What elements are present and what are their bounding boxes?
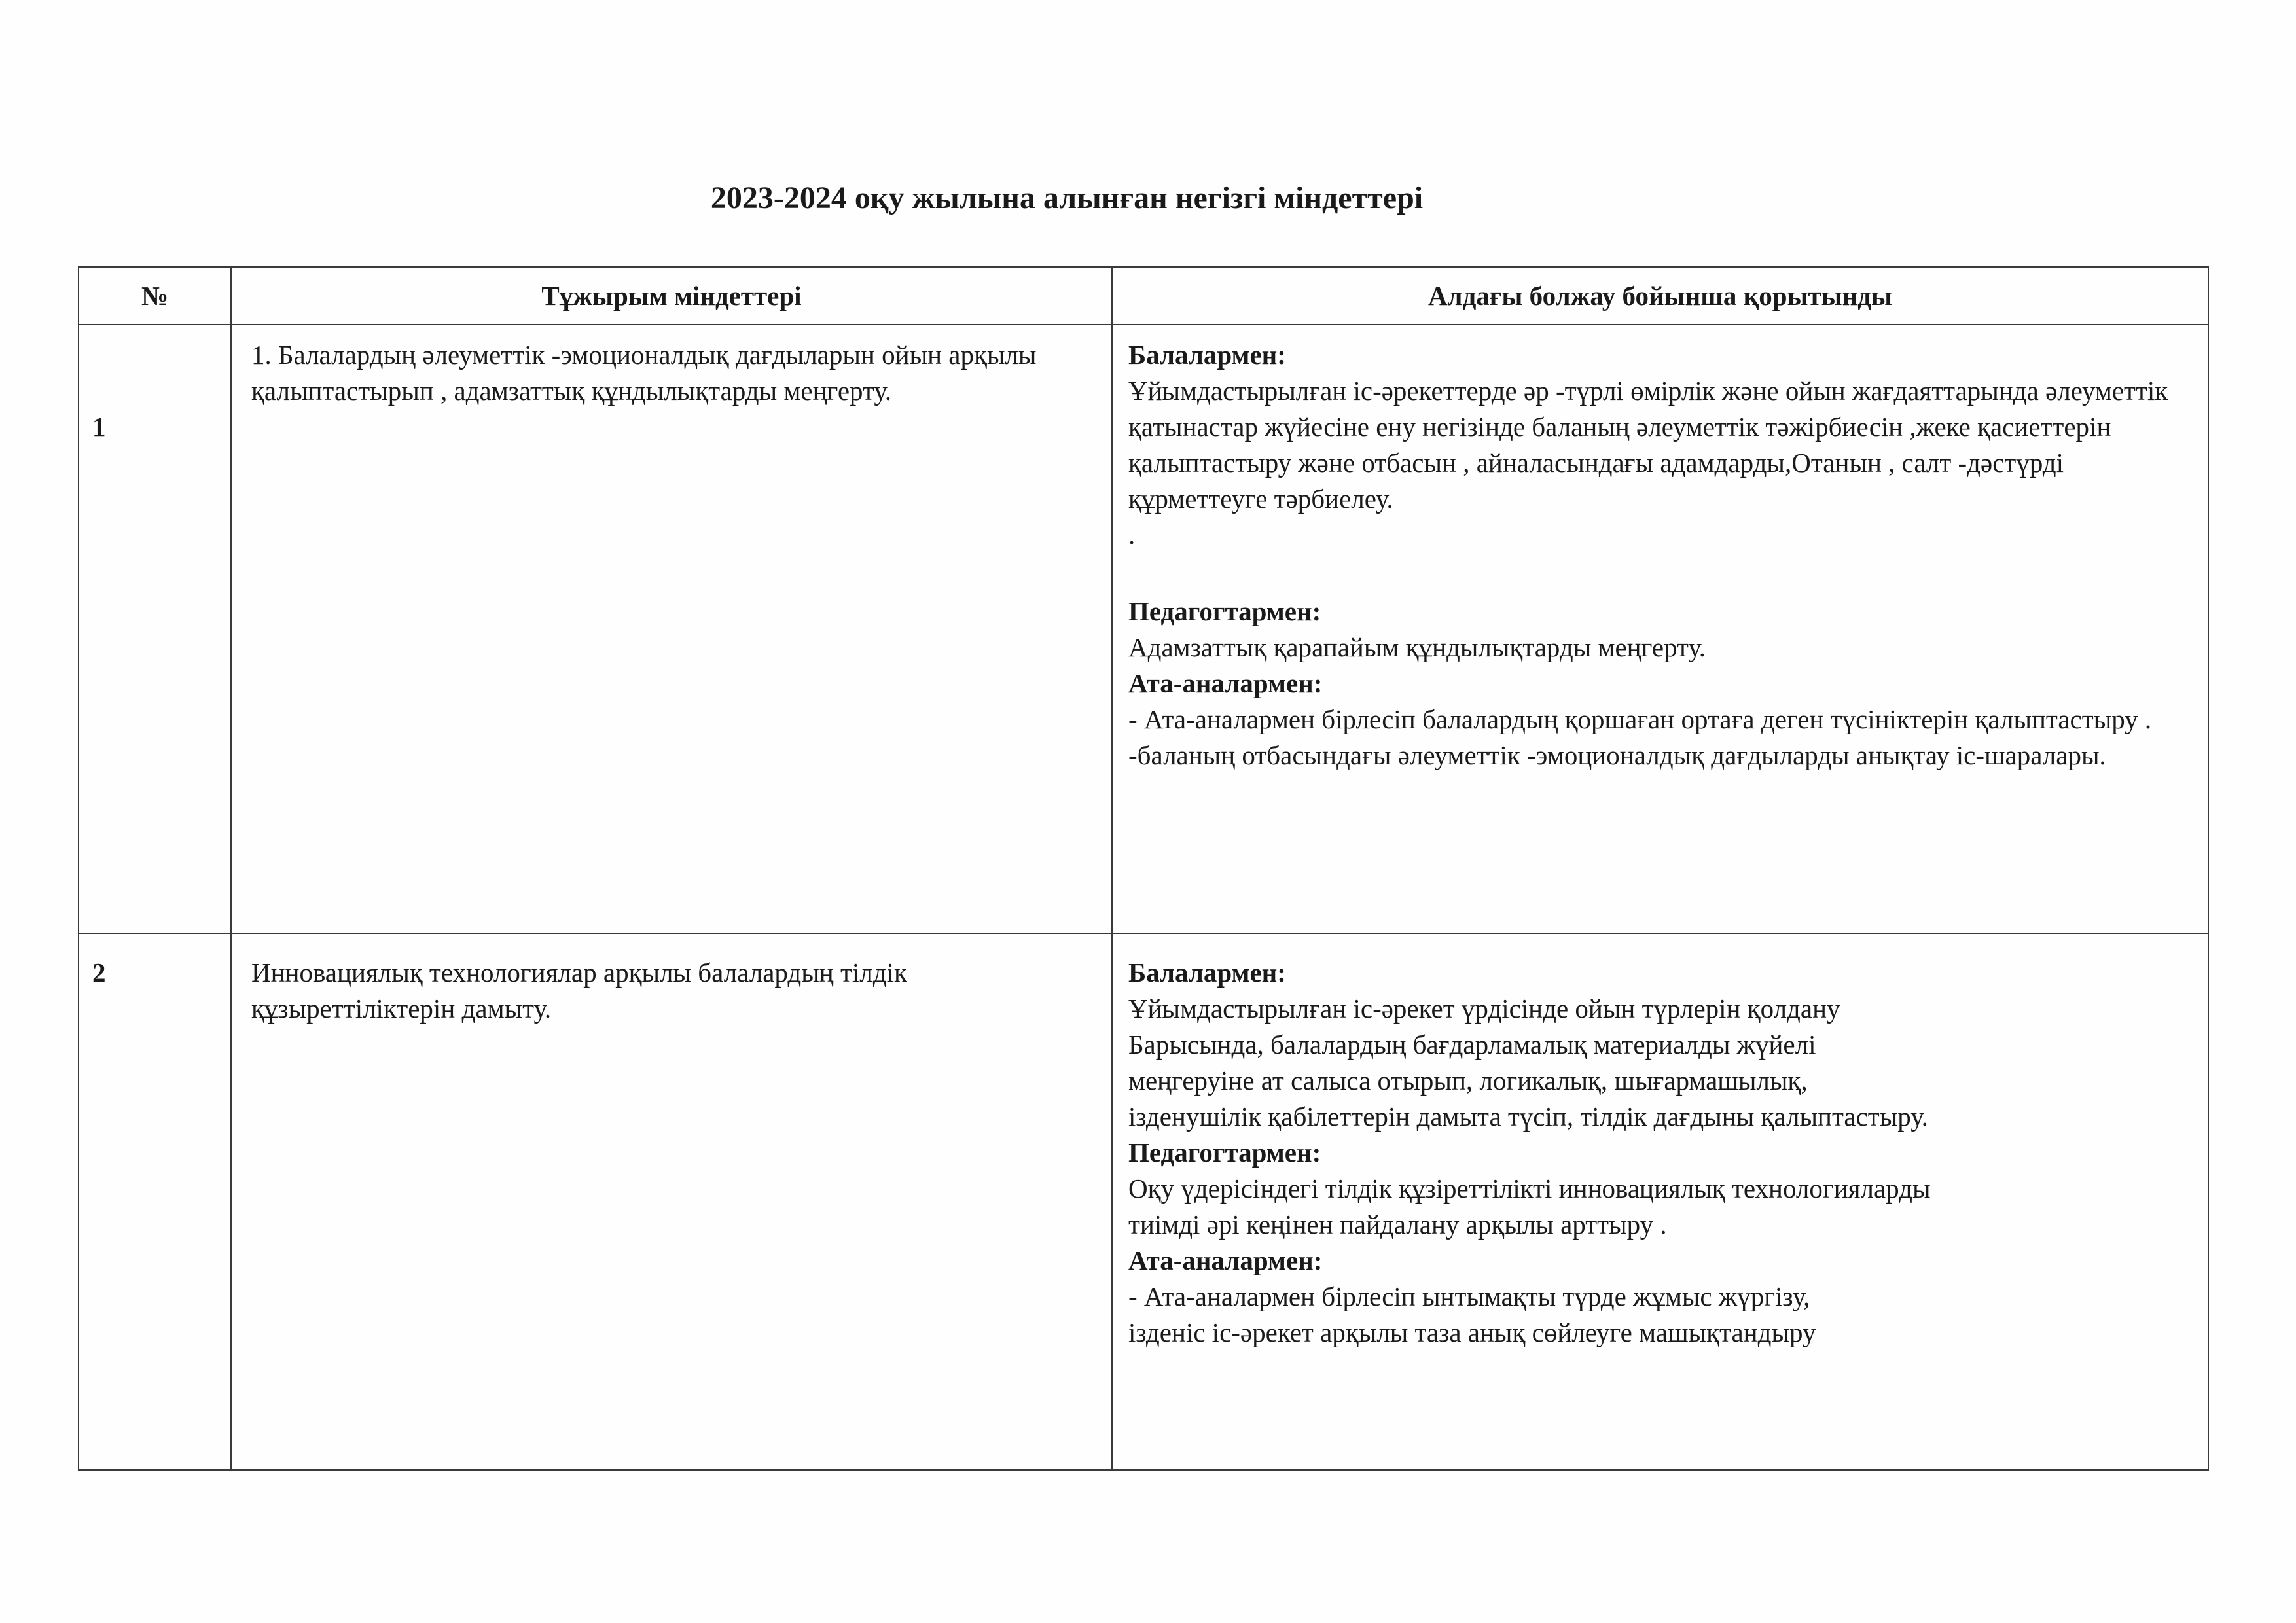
teachers-group <box>1128 594 2193 666</box>
table-row <box>79 325 2208 933</box>
tasks-table <box>78 266 2209 1471</box>
children-group <box>1128 337 2193 553</box>
parents-label: Ата-аналармен: <box>1128 1245 1323 1275</box>
row-task: 1. Балалардың әлеуметтік -эмоционалдық дағдыларын ойын арқылы қалыптастырып , адамзаттық құндылықтарды меңгерту. <box>231 325 1112 933</box>
header-results: Алдағы болжау бойынша қорытынды <box>1112 267 2208 325</box>
children-line: меңгеруіне ат салыса отырып, логикалық, шығармашылық, <box>1128 1065 1808 1096</box>
parents-line: ізденіс іс-әрекет арқылы таза анық сөйлеуге машықтандыру <box>1128 1317 1816 1347</box>
children-label: Балалармен: <box>1128 340 1286 370</box>
parents-line: - Ата-аналармен бірлесіп балалардың қоршаған ортаға деген түсініктерін қалыптастыру . <box>1128 704 2152 734</box>
parents-group <box>1128 1243 2193 1351</box>
row-results <box>1112 325 2208 933</box>
row-number: 2 <box>79 933 231 1470</box>
children-text: Ұйымдастырылған іс-әрекеттерде әр -түрлі өмірлік және ойын жағдаяттарында әлеуметтік қатынастар жүйесіне ену негізінде баланың әлеуметтік тәжірбиесін ,жеке қасиеттерін қалыптастыру және отбасын , айналасындағы адамдарды,Отанын , салт -дәстүрді құрметтеуге тәрбиелеу. <box>1128 376 2168 514</box>
children-extra: . <box>1128 520 1136 550</box>
teachers-line: Оқу үдерісіндегі тілдік құзіреттілікті инновациялық технологияларды <box>1128 1173 1931 1204</box>
parents-line: - Ата-аналармен бірлесіп ынтымақты түрде жұмыс жүргізу, <box>1128 1281 1810 1311</box>
row-task: Инновациялық технологиялар арқылы балалардың тілдік құзыреттіліктерін дамыту. <box>231 933 1112 1470</box>
document-title: 2023-2024 оқу жылына алынған негізгі міндеттері <box>710 181 1424 215</box>
row-number: 1 <box>79 325 231 933</box>
teachers-label: Педагогтармен: <box>1128 596 1321 626</box>
header-number: № <box>79 267 231 325</box>
header-tasks: Тұжырым міндеттері <box>231 267 1112 325</box>
children-line: Барысында, балалардың бағдарламалық материалды жүйелі <box>1128 1029 1816 1060</box>
teachers-group <box>1128 1135 2193 1243</box>
teachers-label: Педагогтармен: <box>1128 1137 1321 1168</box>
children-line: Ұйымдастырылған іс-әрекет үрдісінде ойын түрлерін қолдану <box>1128 993 1840 1024</box>
teachers-text: Адамзаттық қарапайым құндылықтарды меңгерту. <box>1128 632 1706 662</box>
parents-line: -баланың отбасындағы әлеуметтік -эмоционалдық дағдыларды анықтау іс-шаралары. <box>1128 740 2106 770</box>
parents-label: Ата-аналармен: <box>1128 668 1323 698</box>
children-group <box>1128 955 2193 1135</box>
table-header-row <box>79 267 2208 325</box>
table-row <box>79 933 2208 1470</box>
row-results <box>1112 933 2208 1470</box>
spacer <box>1128 553 2193 594</box>
children-line: ізденушілік қабілеттерін дамыта түсіп, тілдік дағдыны қалыптастыру. <box>1128 1101 1928 1132</box>
parents-group <box>1128 666 2193 774</box>
children-label: Балалармен: <box>1128 957 1286 988</box>
teachers-line: тиімді әрі кеңінен пайдалану арқылы арттыру . <box>1128 1209 1667 1240</box>
